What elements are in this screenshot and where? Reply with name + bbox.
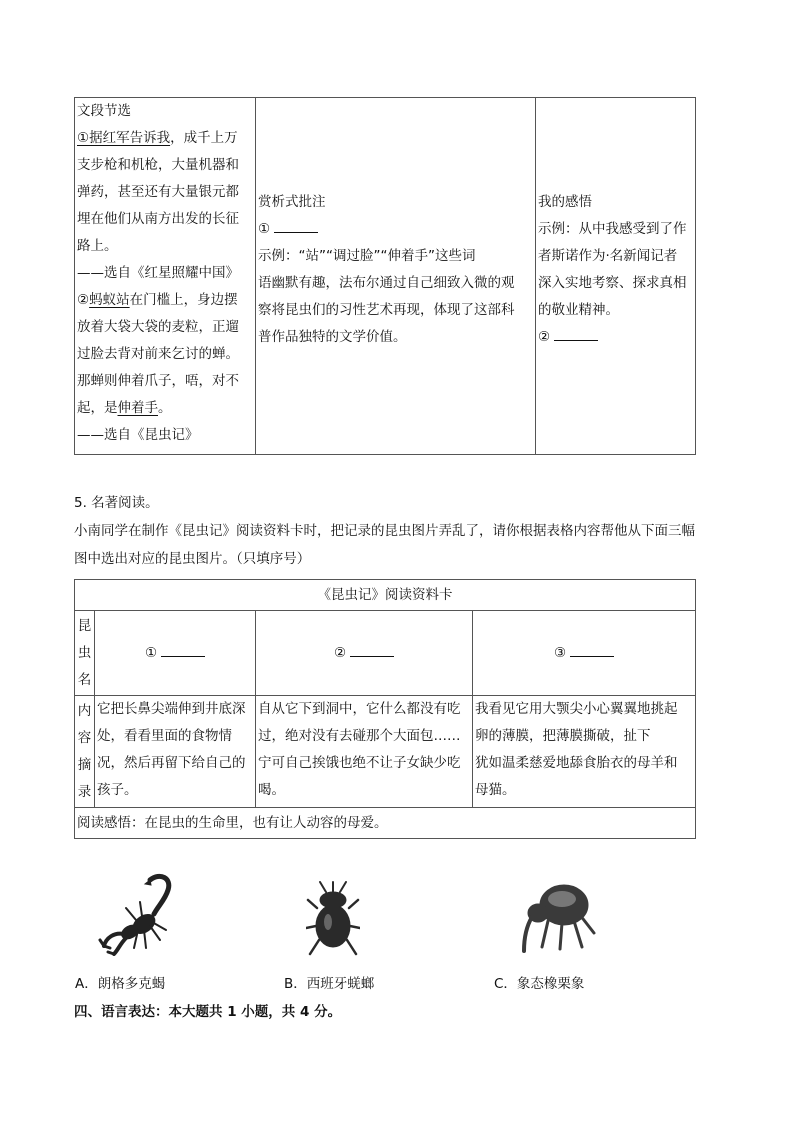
excerpt-1-line: 路上。	[77, 238, 118, 254]
insect-name-blank-1[interactable]	[161, 642, 205, 657]
content-header-char: 录	[77, 783, 92, 800]
excerpt-2-line: 过脸去背对前来乞讨的蝉。	[77, 346, 239, 362]
reflection-line: 的敬业精神。	[538, 302, 619, 318]
option-c-label: C．象态橡栗象	[494, 976, 585, 992]
card-footer: 阅读感悟：在昆虫的生命里，也有让人动容的母爱。	[75, 808, 696, 839]
excerpt-line: 处，看看里面的食物情	[97, 728, 232, 744]
reflection-cell	[536, 98, 696, 455]
insect-name-cell-2	[256, 611, 473, 696]
question-line-1: 小南同学在制作《昆虫记》阅读资料卡时，把记录的昆虫图片弄乱了，请你根据表格内容帮他从下面三幅	[74, 523, 695, 539]
content-header-char: 容	[77, 729, 92, 746]
insect-name-blank-2[interactable]	[350, 642, 394, 657]
blank-label: ②	[333, 644, 347, 661]
option-a-label: A．朗格多克蝎	[75, 976, 166, 992]
acorn-weevil-image	[518, 875, 598, 955]
excerpt-cell-2	[256, 696, 473, 808]
question-title: 5. 名著阅读。	[74, 495, 159, 511]
annotation-table	[74, 97, 696, 455]
excerpt-2-rest: 在门槛上，身边摆	[129, 292, 238, 308]
blank-label: ③	[553, 644, 567, 661]
name-header-char: 昆	[77, 617, 92, 634]
excerpt-cell-3	[473, 696, 696, 808]
excerpt-2-line: 那蝉则伸着爪子，唔，对不	[77, 373, 239, 389]
excerpt-line: 我看见它用大颚尖小心翼翼地挑起	[475, 701, 678, 717]
excerpt-line: 犹如温柔慈爱地舔食胎衣的母羊和	[475, 755, 678, 771]
excerpt-line: 过，绝对没有去碰那个大面包……	[258, 728, 461, 744]
reading-card-table	[74, 579, 696, 839]
excerpt-line: 母猫。	[475, 782, 516, 798]
annotation-line: 示例：“站”“调过脸”“伸着手”这些词	[258, 248, 476, 264]
annotation-cell	[256, 98, 536, 455]
excerpt-1-line: 支步枪和机枪，大量机器和	[77, 157, 239, 173]
name-header-char: 名	[77, 671, 92, 688]
excerpt-line: 孩子。	[97, 782, 138, 798]
excerpt-line: 宁可自己挨饿也绝不让子女缺少吃	[258, 755, 461, 771]
question-line-2: 图中选出对应的昆虫图片。（只填序号）	[74, 551, 311, 567]
reflection-header: 我的感悟	[538, 194, 592, 210]
excerpt-2-line5b: 。	[158, 400, 172, 416]
annotation-line: 普作品独特的文学价值。	[258, 329, 407, 345]
excerpt-cell-1	[95, 696, 256, 808]
excerpt-2-source: ——选自《昆虫记》	[77, 427, 199, 443]
annotation-line: 语幽默有趣，法布尔通过自己细致入微的观	[258, 275, 515, 291]
excerpt-1-line: 埋在他们从南方出发的长征	[77, 211, 239, 227]
excerpt-line: 卵的薄膜，把薄膜撕破，扯下	[475, 728, 651, 744]
content-header-char: 摘	[77, 756, 92, 773]
reflection-line: 示例：从中我感受到了作	[538, 221, 687, 237]
insect-name-cell-3	[473, 611, 696, 696]
dung-beetle-image	[306, 878, 360, 958]
scorpion-image	[98, 872, 180, 956]
name-header-char: 虫	[77, 644, 92, 661]
annotation-blank-label: ①	[258, 221, 271, 237]
excerpt-2-number: ②	[77, 292, 90, 308]
option-b-label: B．西班牙蜣螂	[284, 976, 375, 992]
excerpt-1-source: ——选自《红星照耀中国》	[77, 265, 239, 281]
reflection-blank-label: ②	[538, 329, 551, 345]
excerpt-line: 喝。	[258, 782, 285, 798]
annotation-answer-blank[interactable]	[274, 218, 318, 233]
excerpt-2-underlined: 蚂蚁站	[89, 292, 130, 308]
excerpt-2-underlined-2: 伸着手	[117, 400, 158, 416]
content-header-char: 内	[77, 702, 92, 719]
excerpt-1-underlined: ①据红军告诉我	[77, 130, 171, 146]
name-row-header	[75, 611, 95, 696]
insect-name-cell-1	[95, 611, 256, 696]
annotation-header: 赏析式批注	[258, 194, 326, 210]
reflection-answer-blank[interactable]	[554, 326, 598, 341]
excerpt-line: 况，然后再留下给自己的	[97, 755, 246, 771]
card-title: 《昆虫记》阅读资料卡	[75, 580, 696, 611]
excerpt-cell	[75, 98, 256, 455]
excerpt-2-line: 放着大袋大袋的麦粒，正遛	[77, 319, 239, 335]
insect-name-blank-3[interactable]	[570, 642, 614, 657]
blank-label: ①	[144, 644, 158, 661]
excerpt-header: 文段节选	[77, 103, 131, 119]
excerpt-line: 自从它下到洞中，它什么都没有吃	[258, 701, 461, 717]
excerpt-2-line5a: 起，是	[77, 400, 118, 416]
reflection-line: 深入实地考察、探求真相	[538, 275, 687, 291]
reflection-line: 者斯诺作为·名新闻记者	[538, 248, 678, 264]
section-4-heading: 四、语言表达：本大题共 1 小题，共 4 分。	[74, 1004, 342, 1020]
excerpt-line: 它把长鼻尖端伸到井底深	[97, 701, 246, 717]
excerpt-1-rest: ，成千上万	[170, 130, 238, 146]
excerpt-1-line: 弹药，甚至还有大量银元都	[77, 184, 239, 200]
content-row-header	[75, 696, 95, 808]
annotation-line: 察将昆虫们的习性艺术再现，体现了这部科	[258, 302, 515, 318]
